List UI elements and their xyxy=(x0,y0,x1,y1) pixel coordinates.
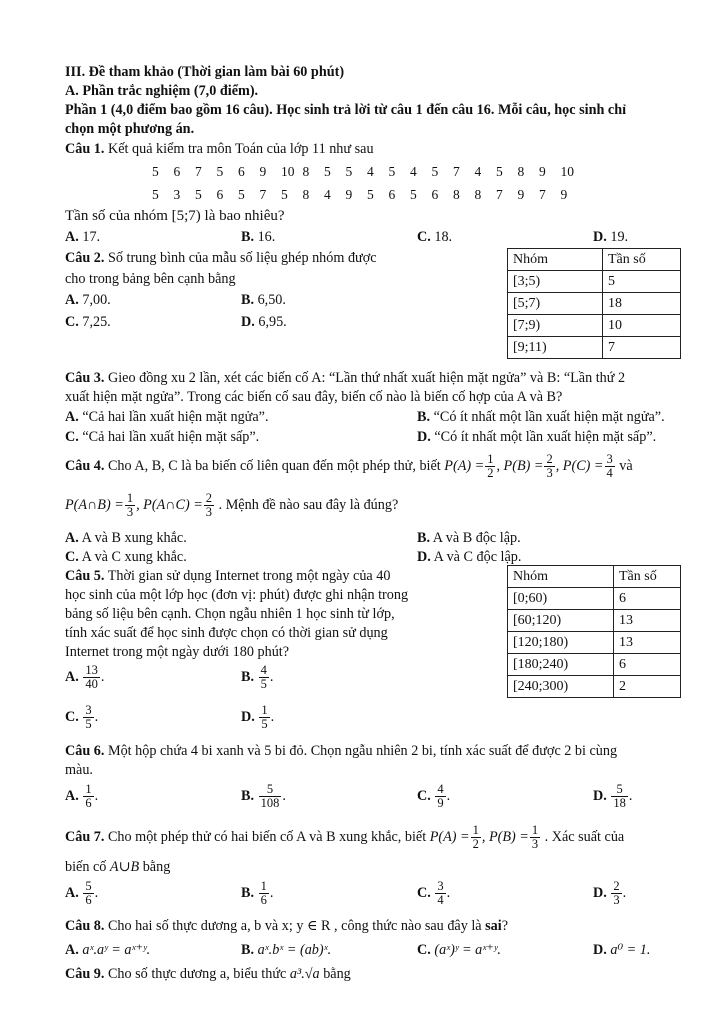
data-value: 5 xyxy=(410,187,417,202)
fraction: $\frac{13}{40}$ xyxy=(85,663,98,692)
q6-option-c[interactable]: C. $\frac{4}{9}$ . xyxy=(417,782,451,811)
data-value: 5 xyxy=(431,164,439,179)
data-value: 5 xyxy=(152,164,159,179)
q1-option-a[interactable]: A. 17. xyxy=(65,229,101,245)
q3-option-d[interactable]: D. “Có ít nhất một lần xuất hiện mặt sấp”. xyxy=(417,429,657,445)
q7-prompt-line1: Câu 7. Cho một phép thử có hai biến cố A và B xung khắc, biết P(A) = $\frac{1}{2}$ , P(B) = $\frac{1}{3}$ . Xác suất của xyxy=(65,823,625,852)
data-value: 4 xyxy=(367,164,374,179)
q1-label: Câu 1. xyxy=(65,141,105,157)
part-a-heading: A. Phần trắc nghiệm (7,0 điểm). xyxy=(65,83,259,99)
q6-option-d[interactable]: D. $\frac{5}{18}$ . xyxy=(593,782,633,811)
q5-option-d[interactable]: D. $\frac{1}{5}$ . xyxy=(241,703,275,732)
data-value: 5 xyxy=(195,187,202,202)
fraction: $\frac{4}{5}$ xyxy=(260,663,267,692)
data-value: 8 xyxy=(302,164,310,179)
q8-option-a[interactable]: A. aˣ.aʸ = aˣ⁺ʸ. xyxy=(65,942,151,958)
q5-prompt-line2: học sinh của một lớp học (đơn vị: phút) được ghi nhận trong xyxy=(65,587,409,603)
q5-label: Câu 5. xyxy=(65,568,105,584)
data-value: 4 xyxy=(474,164,482,179)
q8-label: Câu 8. xyxy=(65,918,105,934)
data-value: 8 xyxy=(302,187,310,202)
q1-prompt xyxy=(65,141,374,159)
data-value: 6 xyxy=(216,187,224,202)
exam-title: III. Đề tham khảo (Thời gian làm bài 60 phút) xyxy=(65,64,345,80)
q1-text: Kết quả kiểm tra môn Toán của lớp 11 như sau xyxy=(107,141,374,157)
data-value: 9 xyxy=(345,187,353,202)
q1-option-c[interactable]: C. 18. xyxy=(417,229,453,245)
data-value: 5 xyxy=(324,164,331,179)
fraction: $\frac{5}{18}$ xyxy=(613,782,626,811)
data-value: 9 xyxy=(517,187,525,202)
data-value: 5 xyxy=(281,187,288,202)
fraction: $\frac{1}{5}$ xyxy=(261,703,268,732)
q2-prompt-line2: cho trong bảng bên cạnh bằng xyxy=(65,271,236,287)
q7-option-a[interactable]: A. $\frac{5}{6}$ . xyxy=(65,879,99,908)
q6-option-a[interactable]: A. $\frac{1}{6}$ . xyxy=(65,782,99,811)
data-value: 7 xyxy=(496,187,503,202)
q3-prompt-line2: xuất hiện mặt ngửa”. Trong các biến cố sau đây, biến cố nào là biến cố hợp của A và B? xyxy=(65,389,563,405)
q9-label: Câu 9. xyxy=(65,966,105,982)
data-value: 5 xyxy=(388,164,396,179)
data-value: 7 xyxy=(195,164,202,179)
fraction: $\frac{2}{3}$ xyxy=(205,491,213,520)
q7-option-b[interactable]: B. $\frac{1}{6}$ . xyxy=(241,879,274,908)
fraction: $\frac{1}{2}$ xyxy=(487,452,494,481)
q4-option-c[interactable]: C. A và C xung khắc. xyxy=(65,549,187,565)
q6-label: Câu 6. xyxy=(65,743,105,759)
part1-instructions-line2: chọn một phương án. xyxy=(65,121,195,137)
data-value: 10 xyxy=(281,164,295,179)
q4-option-a[interactable]: A. A và B xung khắc. xyxy=(65,530,187,546)
q8-option-d[interactable]: D. a⁰ = 1. xyxy=(593,942,651,958)
data-value: 5 xyxy=(152,187,159,202)
q1-option-d[interactable]: D. 19. xyxy=(593,229,629,245)
data-value: 3 xyxy=(173,187,181,202)
q5-prompt-line5: Internet trong một ngày dưới 180 phút? xyxy=(65,644,290,660)
data-value: 5 xyxy=(238,187,245,202)
fraction: $\frac{1}{6}$ xyxy=(85,782,92,811)
q5-option-c[interactable]: C. $\frac{3}{5}$ . xyxy=(65,703,99,732)
data-value: 6 xyxy=(173,164,181,179)
q5-option-a[interactable]: A. $\frac{13}{40}$ . xyxy=(65,663,105,692)
data-value: 9 xyxy=(259,164,267,179)
data-value: 8 xyxy=(453,187,460,202)
q5-prompt-line1: Câu 5. Thời gian sử dụng Internet trong một ngày của 40 xyxy=(65,568,391,584)
fraction: $\frac{3}{4}$ xyxy=(606,452,613,481)
data-value: 7 xyxy=(259,187,267,202)
fraction: $\frac{2}{3}$ xyxy=(613,879,620,908)
fraction: $\frac{3}{5}$ xyxy=(85,703,92,732)
fraction: $\frac{3}{4}$ xyxy=(437,879,444,908)
fraction: $\frac{1}{3}$ xyxy=(126,491,134,520)
data-value: 6 xyxy=(238,164,245,179)
q5-prompt-line3: bảng số liệu bên cạnh. Chọn ngẫu nhiên 1 học sinh từ lớp, xyxy=(65,606,395,622)
q2-option-d[interactable]: D. 6,95. xyxy=(241,314,287,330)
data-value: 5 xyxy=(496,164,503,179)
q7-option-c[interactable]: C. $\frac{3}{4}$ . xyxy=(417,879,451,908)
data-value: 5 xyxy=(216,164,224,179)
data-value: 8 xyxy=(517,164,525,179)
table-row: [60;120) 13 xyxy=(508,610,681,632)
q6-prompt-line1: Câu 6. Một hộp chứa 4 bi xanh và 5 bi đỏ. Chọn ngẫu nhiên 2 bi, tính xác suất để được 2 bi cùng xyxy=(65,743,618,759)
fraction: $\frac{1}{3}$ xyxy=(531,823,539,852)
table-header-row: Nhóm Tần số xyxy=(508,249,681,271)
data-value: 4 xyxy=(410,164,417,179)
data-value: 10 xyxy=(560,164,574,179)
q8-prompt: Câu 8. Cho hai số thực dương a, b và x; y ∈ R , công thức nào sau đây là sai? xyxy=(65,918,509,934)
q7-option-d[interactable]: D. $\frac{2}{3}$ . xyxy=(593,879,627,908)
q4-option-b[interactable]: B. A và B độc lập. xyxy=(417,530,521,546)
q8-option-b[interactable]: B. aˣ.bˣ = (ab)ˣ. xyxy=(241,942,332,958)
q5-option-b[interactable]: B. $\frac{4}{5}$ . xyxy=(241,663,274,692)
q6-option-b[interactable]: B. $\frac{5}{108}$ . xyxy=(241,782,286,811)
q9-prompt: Câu 9. Cho số thực dương a, biểu thức a³.√a bằng xyxy=(65,966,351,982)
data-value: 6 xyxy=(388,187,396,202)
q7-label: Câu 7. xyxy=(65,828,105,845)
q4-option-d[interactable]: D. A và C độc lập. xyxy=(417,549,522,565)
data-value: 4 xyxy=(324,187,331,202)
table-row: [180;240) 6 xyxy=(508,654,681,676)
q4-prompt-line2: P(A∩B) = $\frac{1}{3}$ , P(A∩C) = $\frac{2}{3}$ . Mệnh đề nào sau đây là đúng? xyxy=(65,491,399,520)
q9-expression: a³.√a xyxy=(289,966,320,982)
q8-option-c[interactable]: C. (aˣ)ʸ = aˣ⁺ʸ. xyxy=(417,942,501,958)
q8-emphasis: sai xyxy=(485,918,502,934)
fraction: $\frac{5}{108}$ xyxy=(260,782,280,811)
q4-prompt-line1: Câu 4. Cho A, B, C là ba biến cố liên quan đến một phép thử, biết P(A) = $\frac{1}{2}$ , P(B) = $\frac{2}{3}$ , P(C) = $\frac{3}{4}$ và xyxy=(65,452,633,481)
q3-prompt-line1: Câu 3. Gieo đồng xu 2 lần, xét các biến cố A: “Lần thứ nhất xuất hiện mặt ngửa” và B: “Lần thứ 2 xyxy=(65,370,626,386)
q1-question: Tần số của nhóm [5;7) là bao nhiêu? xyxy=(65,208,285,224)
fraction: $\frac{4}{9}$ xyxy=(437,782,444,811)
q2-frequency-table xyxy=(507,248,681,359)
table-row: [120;180) 13 xyxy=(508,632,681,654)
fraction: $\frac{2}{3}$ xyxy=(546,452,553,481)
table-row: [0;60) 6 xyxy=(508,588,681,610)
table-header-row: Nhóm Tần số xyxy=(508,566,681,588)
q5-frequency-table xyxy=(507,565,681,698)
q2-prompt-line1: Câu 2. Số trung bình của mẫu số liệu ghép nhóm được xyxy=(65,250,377,266)
q4-label: Câu 4. xyxy=(65,457,105,474)
q3-label: Câu 3. xyxy=(65,370,105,386)
q3-option-a[interactable]: A. “Cả hai lần xuất hiện mặt ngửa”. xyxy=(65,409,269,425)
part1-instructions-line1: Phần 1 (4,0 điểm bao gồm 16 câu). Học sinh trả lời từ câu 1 đến câu 16. Mỗi câu, học sinh chỉ xyxy=(65,102,627,118)
q2-option-a[interactable]: A. 7,00. xyxy=(65,292,111,308)
data-value: 5 xyxy=(367,187,374,202)
data-value: 8 xyxy=(474,187,482,202)
data-value: 7 xyxy=(539,187,546,202)
data-value: 6 xyxy=(431,187,439,202)
data-value: 9 xyxy=(539,164,546,179)
table-row: [5;7) 18 xyxy=(508,293,681,315)
q7-prompt-line2: biến cố A∪B bằng xyxy=(65,859,171,875)
data-value: 9 xyxy=(560,187,568,202)
q1-option-b[interactable]: B. 16. xyxy=(241,229,276,245)
q3-option-b[interactable]: B. “Có ít nhất một lần xuất hiện mặt ngửa”. xyxy=(417,409,665,425)
q2-option-b[interactable]: B. 6,50. xyxy=(241,292,286,308)
q2-label: Câu 2. xyxy=(65,250,105,266)
table-row: [240;300) 2 xyxy=(508,676,681,698)
q2-option-c[interactable]: C. 7,25. xyxy=(65,314,111,330)
q1-data-row-1 xyxy=(152,164,582,181)
fraction: $\frac{1}{6}$ xyxy=(260,879,267,908)
q5-prompt-line4: tính xác suất để học sinh được chọn có thời gian sử dụng xyxy=(65,625,388,641)
q1-data-row-2 xyxy=(152,187,582,204)
table-row: [9;11) 7 xyxy=(508,337,681,359)
data-value: 5 xyxy=(345,164,353,179)
table-row: [7;9) 10 xyxy=(508,315,681,337)
table-row: [3;5) 5 xyxy=(508,271,681,293)
q3-option-c[interactable]: C. “Cả hai lần xuất hiện mặt sấp”. xyxy=(65,429,260,445)
fraction: $\frac{5}{6}$ xyxy=(85,879,92,908)
data-value: 7 xyxy=(453,164,460,179)
fraction: $\frac{1}{2}$ xyxy=(472,823,479,852)
q6-prompt-line2: màu. xyxy=(65,762,93,778)
